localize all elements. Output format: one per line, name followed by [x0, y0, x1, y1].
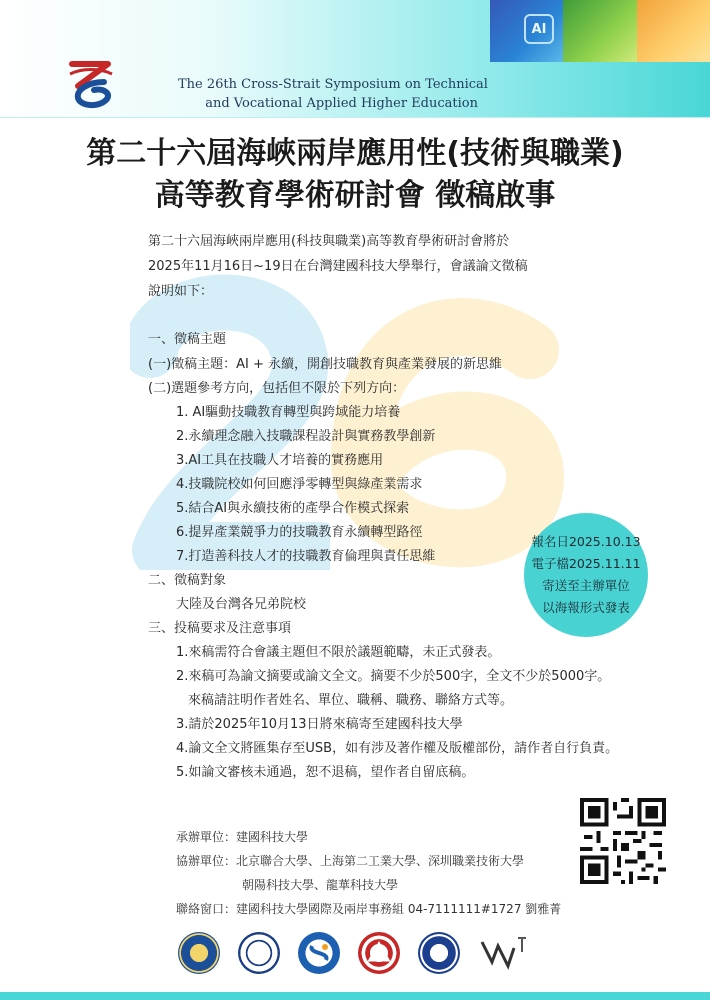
section1-heading: 一、徵稿主題	[148, 332, 227, 347]
ai-chip-icon: AI	[524, 14, 554, 44]
co-organizers-line1: 協辦單位：北京聯合大學、上海第二工業大學、深圳職業技術大學	[176, 854, 525, 868]
page-title-line2: 高等教育學術研討會 徵稿啟事	[154, 178, 556, 213]
section1-topics-heading: (二)選題參考方向，包括但不限於下列方向：	[148, 381, 406, 396]
twenty-six-logo-icon	[64, 52, 120, 110]
requirement-item: 4.論文全文將匯集存至USB，如有涉及著作權及版權部份，請作者自行負責。	[176, 741, 619, 756]
organizer: 承辦單位：建國科技大學	[176, 830, 309, 844]
intro-line-1: 第二十六屆海峽兩岸應用(科技與職業)高等教育學術研討會將於	[148, 234, 510, 249]
requirement-item: 3.請於2025年10月13日將來稿寄至建國科技大學	[176, 717, 463, 732]
university-seal-icon	[178, 932, 220, 974]
bottom-accent-bar	[0, 992, 710, 1000]
ai-photo	[490, 0, 563, 62]
laptop-photo	[637, 0, 710, 62]
banner-photo-strip	[490, 0, 710, 62]
requirement-item-continued: 來稿請註明作者姓名、單位、職稱、職務、聯絡方式等。	[188, 693, 514, 708]
intro-line-2: 2025年11月16日~19日在台灣建國科技大學舉行，會議論文徵稿	[148, 259, 528, 274]
english-title-line1: The 26th Cross-Strait Symposium on Technical	[178, 77, 488, 92]
deadline-registration: 報名日2025.10.13	[531, 534, 641, 549]
co-organizers-line2: 朝陽科技大學、龍華科技大學	[242, 878, 399, 892]
topic-item: 6.提昇產業競爭力的技職教育永續轉型路徑	[176, 525, 423, 540]
header-banner	[0, 0, 710, 118]
section3-heading: 三、投稿要求及注意事項	[148, 621, 292, 636]
topic-item: 7.打造善科技人才的技職教育倫理與責任思維	[176, 549, 436, 564]
requirement-item: 1.來稿需符合會議主題但不限於議題範疇，未正式發表。	[176, 645, 501, 660]
green-leaf-photo	[563, 0, 636, 62]
page-title	[0, 133, 710, 217]
topic-item: 1. AI驅動技職教育轉型與跨域能力培養	[176, 405, 401, 420]
sspu-logo-icon	[298, 932, 340, 974]
requirement-item: 2.來稿可為論文摘要或論文全文。摘要不少於500字，全文不少於5000字。	[176, 669, 611, 684]
deadline-badge	[524, 513, 648, 637]
shenzhen-polytechnic-logo-icon	[358, 932, 400, 974]
partner-logos	[178, 932, 530, 974]
contact: 聯絡窗口：建國科技大學國際及兩岸事務組 04-7111111#1727 劉雅菁	[176, 902, 562, 916]
english-title-line2: and Vocational Applied Higher Education	[205, 96, 478, 111]
topic-item: 4.技職院校如何回應淨零轉型與綠產業需求	[176, 477, 423, 492]
section2-target: 大陸及台灣各兄弟院校	[176, 597, 307, 612]
requirement-item: 5.如論文審核未通過，恕不退稿，望作者自留底稿。	[176, 765, 475, 780]
section2-heading: 二、徵稿對象	[148, 573, 227, 588]
deadline-poster: 以海報形式發表	[542, 600, 630, 615]
topic-item: 5.結合AI與永續技術的產學合作模式探索	[176, 501, 410, 516]
topic-item: 2.永續理念融入技職課程設計與實務教學創新	[176, 429, 436, 444]
intro-line-3: 說明如下：	[148, 284, 214, 299]
page-title-line1: 第二十六屆海峽兩岸應用性(技術與職業)	[86, 136, 624, 171]
deadline-send-to: 寄送至主辦單位	[542, 578, 630, 593]
topic-item: 3.AI工具在技職人才培養的實務應用	[176, 453, 384, 468]
chaoyang-university-logo-icon	[418, 932, 460, 974]
deadline-electronic: 電子檔2025.11.11	[531, 556, 641, 571]
english-title	[178, 75, 488, 113]
section1-theme: (一)徵稿主題：AI + 永續，開創技職教育與產業發展的新思維	[148, 357, 503, 372]
lunghwa-university-logo-icon	[478, 932, 530, 974]
beijing-union-university-logo-icon	[238, 932, 280, 974]
